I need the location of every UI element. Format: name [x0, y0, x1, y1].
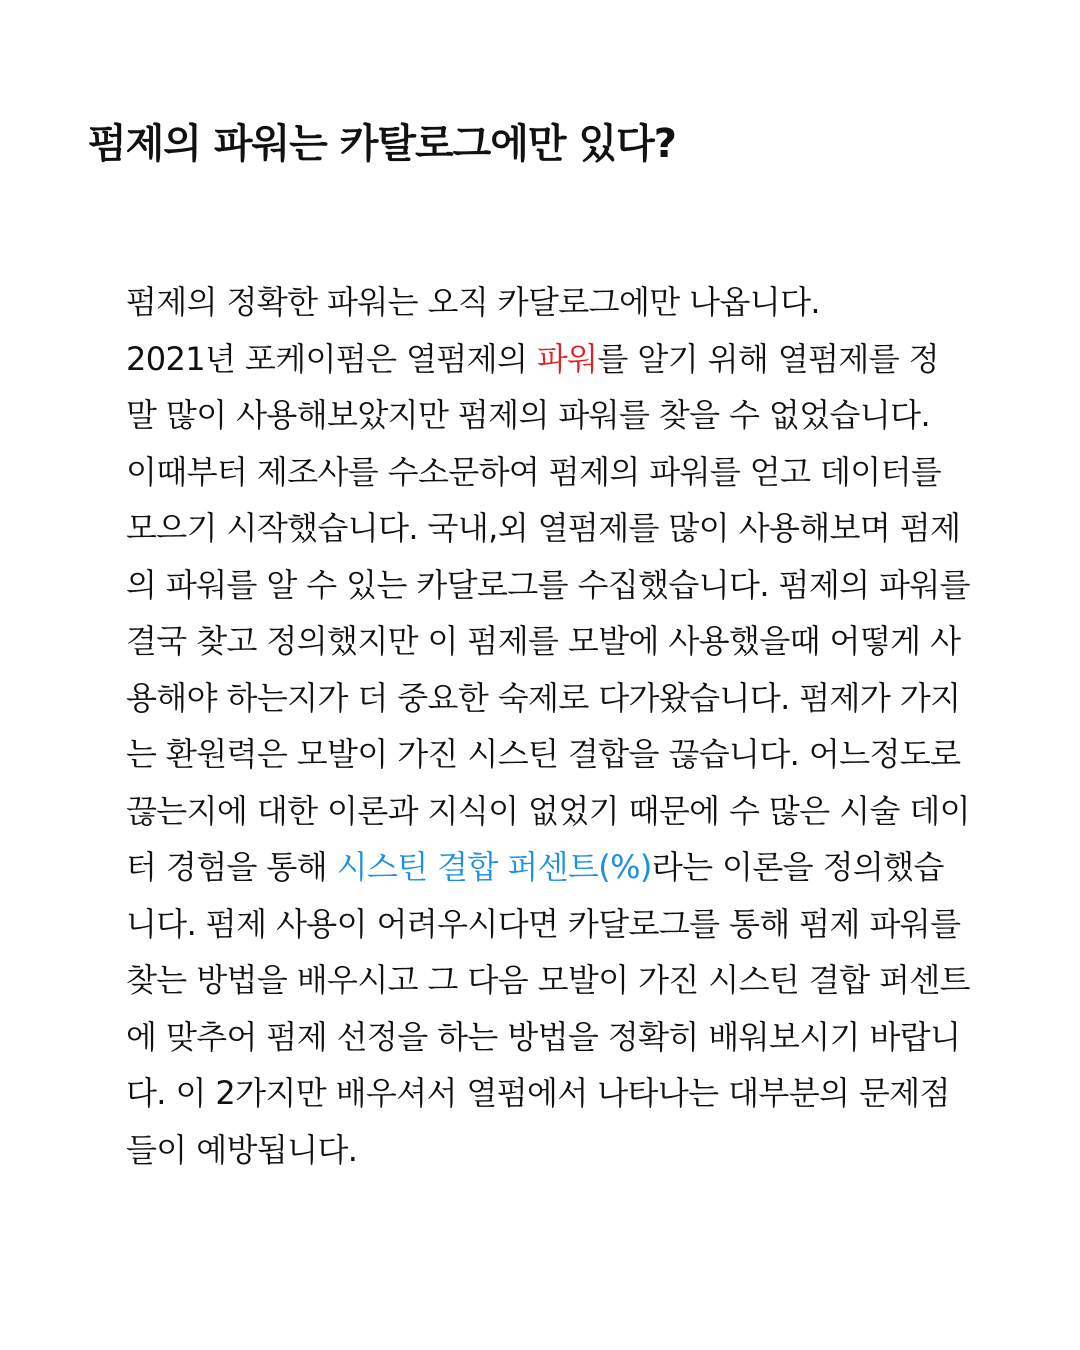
body-line: 이때부터 제조사를 수소문하여 펌제의 파워를 얻고 데이터를 — [126, 452, 942, 491]
body-line: 들이 예방됩니다. — [126, 1130, 358, 1169]
body-text-segment: 터 경험을 통해 — [126, 848, 337, 886]
body-text-segment: 라는 이론을 정의했습 — [651, 848, 944, 886]
highlight-power: 파워 — [536, 339, 598, 378]
body-line: 펌제의 정확한 파워는 오직 카달로그에만 나옵니다. — [126, 283, 820, 321]
body-line: 는 환원력은 모발이 가진 시스틴 결합을 끊습니다. 어느정도로 — [126, 735, 961, 773]
body-line — [126, 331, 1026, 388]
body-line: 다. 이 2가지만 배우셔서 열펌에서 나타나는 대부분의 문제점 — [126, 1074, 950, 1112]
body-text-segment: 를 알기 위해 열펌제를 정 — [597, 339, 939, 378]
body-text-segment: 2021년 포케이펌은 열펌제의 — [126, 339, 537, 378]
body-line: 끊는지에 대한 이론과 지식이 없었기 때문에 수 많은 시술 데이 — [126, 791, 970, 830]
body-line: 찾는 방법을 배우시고 그 다음 모발이 가진 시스틴 결합 퍼센트 — [126, 961, 970, 999]
body-line: 용해야 하는지가 더 중요한 숙제로 다가왔습니다. 펌제가 가지 — [126, 678, 961, 717]
body-line: 결국 찾고 정의했지만 이 펌제를 모발에 사용했을때 어떻게 사 — [126, 622, 961, 660]
page-title: 펌제의 파워는 카탈로그에만 있다? — [88, 121, 676, 167]
body-line: 니다. 펌제 사용이 어려우시다면 카달로그를 통해 펌제 파워를 — [126, 904, 961, 943]
body-line: 말 많이 사용해보았지만 펌제의 파워를 찾을 수 없었습니다. — [126, 396, 931, 434]
highlight-cystine-bond-percent: 시스틴 결합 퍼센트(%) — [336, 848, 652, 886]
body-paragraph — [126, 274, 1026, 1178]
body-line: 의 파워를 알 수 있는 카달로그를 수집했습니다. 펌제의 파워를 — [126, 565, 970, 604]
body-line: 에 맞추어 펌제 선정을 하는 방법을 정확히 배워보시기 바랍니 — [126, 1017, 961, 1056]
body-line — [126, 839, 1026, 896]
body-line: 모으기 시작했습니다. 국내,외 열펌제를 많이 사용해보며 펌제 — [126, 509, 961, 547]
